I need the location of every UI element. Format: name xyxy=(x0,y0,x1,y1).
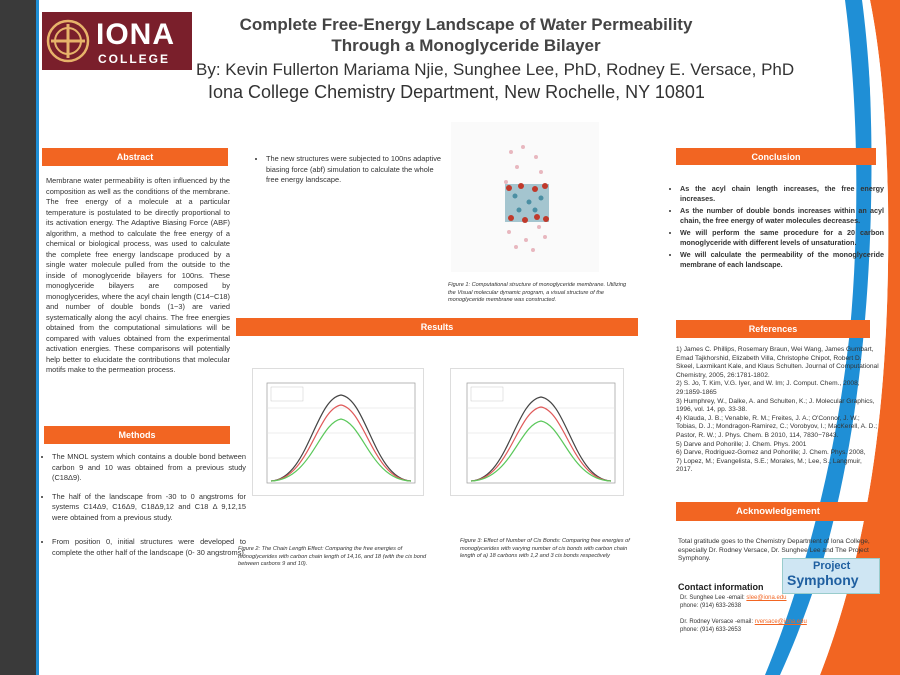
acknowledgement-heading: Acknowledgement xyxy=(676,502,880,521)
contact-versace xyxy=(680,618,850,634)
contact-lee-phone: phone: (914) 633-2638 xyxy=(680,603,742,609)
list-item: • We will perform the same procedure for a 20 carbon monoglyceride with different levels of unsaturation. xyxy=(680,228,884,247)
list-item: • The half of the landscape from -30 to 0 angstroms for systems C14Δ9, C16Δ9, C18Δ9,12 and C18 Δ 9,12,15 were obtained from a previous study. xyxy=(52,492,246,524)
list-item: • We will calculate the permeability of the monoglyceride membrane of each landscape. xyxy=(680,250,884,269)
figure-3-chart xyxy=(450,368,624,496)
middle-bullet-list xyxy=(256,154,444,194)
free-energy-curves-chain-length xyxy=(253,369,423,495)
acknowledgement-text: Total gratitude goes to the Chemistry Department of Iona College, especially Dr. Rodney Versace, Dr. Sunghee Lee and The Project Symphony. xyxy=(678,538,870,563)
conclusion-list xyxy=(670,184,884,272)
conclusion-heading: Conclusion xyxy=(676,148,876,165)
figure-1-caption: Figure 1: Computational structure of monoglyceride membrane. Utilizing the Visual molecular dynamic program, a visual structure of the monoglyceride membrane was constructed. xyxy=(448,282,627,303)
free-energy-curves-cis-bonds xyxy=(451,369,623,495)
contact-lee-label: Dr. Sunghee Lee -email: xyxy=(680,595,745,601)
contact-versace-label: Dr. Rodney Versace -email: xyxy=(680,619,754,625)
methods-heading: Methods xyxy=(44,426,230,444)
contact-lee xyxy=(680,594,840,610)
title-line-1: Complete Free-Energy Landscape of Water Permeability xyxy=(239,15,693,34)
list-item: 4) Klauda, J. B.; Venable, R. M.; Freites, J. A.; O'Connor, J. W.; Tobias, D. J.; Mondragon-Ramirez, C.; Vorobyov, I.; MacKerell, A. D.; Pastor, R. W.; J. Phys. Chem. B 2010, 114, 7830−7843. xyxy=(676,414,878,439)
list-item: • The MNOL system which contains a double bond between carbon 9 and 10 was obtained from a previous study (C18Δ9). xyxy=(52,452,246,484)
symphony-logo-line1: Project xyxy=(813,560,851,572)
logo-subtitle: COLLEGE xyxy=(98,52,171,66)
contact-versace-phone: phone: (914) 633-2653 xyxy=(680,627,742,633)
figure-2-caption: Figure 2: The Chain Length Effect: Comparing the free energies of monoglycerides with carbon chain length of 14,16, and 18 (with the cis bond between carbons 9 and 10). xyxy=(238,546,427,567)
references-list xyxy=(676,346,880,475)
list-item: • As the number of double bonds increases within an acyl chain, the free energy of water molecules decreases. xyxy=(680,206,884,225)
abstract-heading: Abstract xyxy=(42,148,228,166)
figure-3-caption: Figure 3: Effect of Number of Cis Bonds: Comparing free energies of monoglycerides with varying number of cis bonds with carbon chain length of a) 18 carbons with 1,2 and 3 cis bonds respectively xyxy=(460,538,630,559)
title-line-2: Through a Monoglyceride Bilayer xyxy=(331,36,601,55)
left-dark-bar xyxy=(0,0,36,675)
list-item: 6) Darve, Rodriguez-Gomez and Pohorille; J. Chem. Phys. 2008, xyxy=(676,449,866,457)
iona-college-logo xyxy=(42,12,192,70)
references-heading: References xyxy=(676,320,870,338)
list-item: • As the acyl chain length increases, the free energy increases. xyxy=(680,184,884,203)
project-symphony-logo xyxy=(782,558,880,594)
abstract-text: Membrane water permeability is often influenced by the composition as well as the conditions of the membrane. The free energy of a molecule at a particular temperature is postulated to be directly proportional to its activation energy. The Adaptive Biasing Force (ABF) algorithm, a method to calculate the free energy of a chemical or biological process, was used to calculate the complete free energy landscape produced by a single water molecule pulled from the outside to the inside of monoglyceride bilayers for 100ns. These monoglyceride bilayers are composed by monoglycerides, where the acyl chain length (C14−C18) and number of double bonds (1−3) are varied systematically along the acyl chains. The free energies obtained from the computational simulations will be compared with values obtained from the experimental activation energies. These comparisons will potentially help better to elucidate the contributions that molecular motifs make to the permeation process. xyxy=(46,176,230,374)
list-item: • From position 0, initial structures were developed to complete the other half of the landscape (0- 30 angstroms). xyxy=(52,537,246,558)
versace-email-link[interactable]: rversace@iona.edu xyxy=(754,619,807,625)
results-heading: Results xyxy=(236,318,638,336)
logo-word: IONA xyxy=(96,18,175,51)
list-item: 1) James C. Phillips, Rosemary Braun, Wei Wang, James Gumbart, Emad Tajkhorshid, Elizabeth Villa, Christophe Chipot, Robert D. Skeel, Laxmikant Kale, and Klaus Schulten. Journal of Computational Chemistry, 2005, 26:1781-1802. xyxy=(676,346,879,379)
department-line: Iona College Chemistry Department, New Rochelle, NY 10801 xyxy=(208,82,705,102)
figure-2-chart xyxy=(252,368,424,496)
membrane-structure-graphic xyxy=(451,122,599,272)
list-item: 2) S. Jo, T. Kim, V.G. Iyer, and W. Im; J. Comput. Chem., 2008, 29:1859-1865 xyxy=(676,380,860,396)
list-item: 3) Humphrey, W., Dalke, A. and Schulten, K.; J. Molecular Graphics, 1996, vol. 14, pp. 33-38. xyxy=(676,397,875,414)
list-item: 5) Darve and Pohorille; J. Chem. Phys. 2001 xyxy=(676,440,807,448)
authors-line: By: Kevin Fullerton Mariama Njie, Sunghee Lee, PhD, Rodney E. Versace, PhD xyxy=(196,60,795,79)
list-item: 7) Lopez, M.; Evangelista, S.E.; Morales, M.; Lee, S.; Langmuir, 2017. xyxy=(676,457,862,474)
figure-1-membrane-image xyxy=(451,122,599,272)
lee-email-link[interactable]: slee@iona.edu xyxy=(746,595,787,601)
list-item: • The new structures were subjected to 100ns adaptive biasing force (abf) simulation to calculate the whole free energy landscape. xyxy=(266,154,444,186)
symphony-logo-line2: Symphony xyxy=(787,572,859,588)
poster-title xyxy=(196,14,736,56)
left-blue-stripe xyxy=(36,0,39,675)
contact-heading: Contact information xyxy=(678,582,764,592)
methods-list xyxy=(42,452,246,566)
